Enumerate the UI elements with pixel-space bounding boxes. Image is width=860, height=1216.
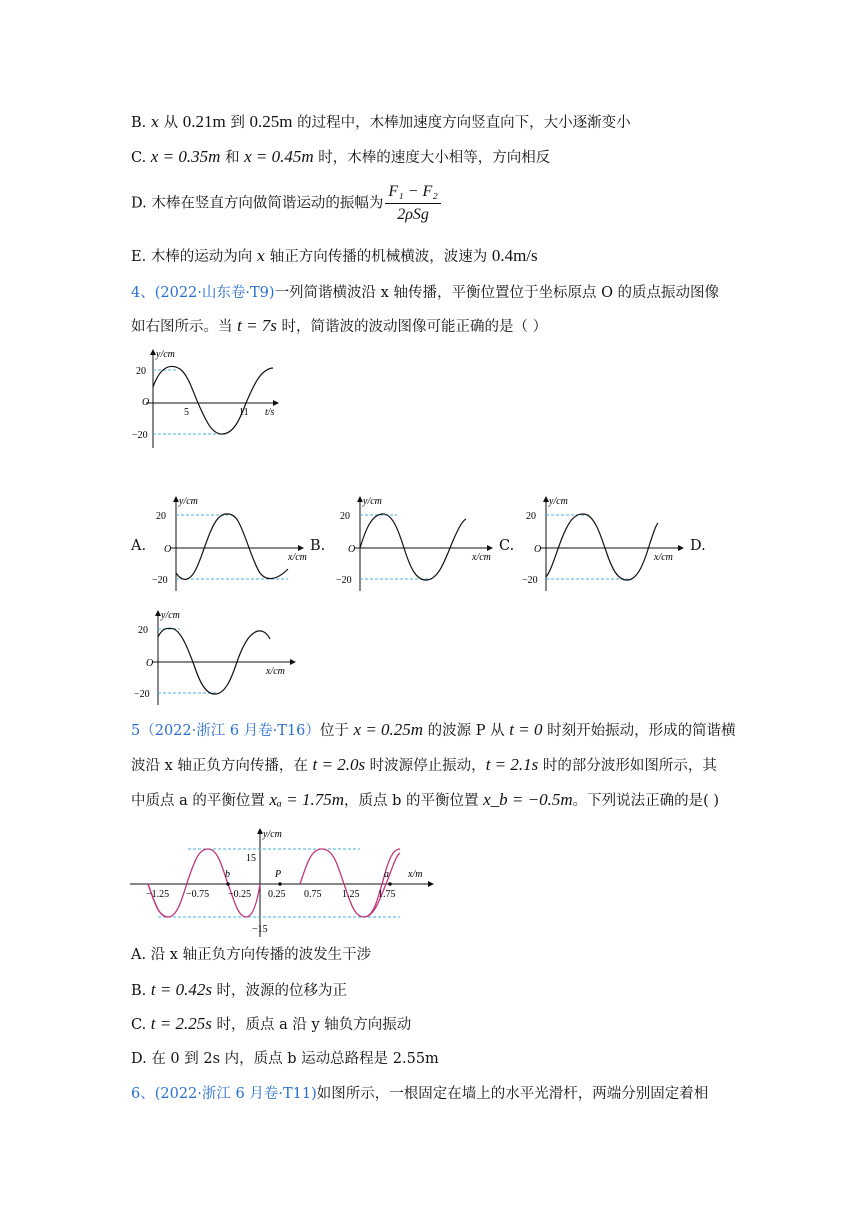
q4-graph-t2: 11 [239,407,249,418]
svg-text:0.75: 0.75 [304,889,322,900]
svg-text:−20: −20 [336,575,352,586]
svg-text:20: 20 [156,511,166,522]
q4-graph-ylabel: y/cm [156,349,175,360]
svg-text:−1.25: −1.25 [146,889,170,900]
q5-graph-ylabel: y/cm [263,829,282,840]
q4-option-a-graph [148,493,313,593]
svg-text:y/cm: y/cm [363,496,382,507]
q4-option-a-label: A. [131,538,147,554]
q3-option-d: D. 木棒在竖直方向做简谐运动的振幅为 $\frac{\text{F₁ − F₂}}{\text{2ρSg}}$ [131,182,441,225]
q5-option-d: D. 在 0 到 2s 内，质点 b 运动总路程是 2.55m [131,1051,439,1067]
q5-wave-graph [128,825,438,940]
q4-option-d-label: D. [690,538,706,554]
svg-text:−20: −20 [522,575,538,586]
q4-option-c-label: C. [499,538,515,554]
svg-text:−20: −20 [152,575,168,586]
svg-text:20: 20 [526,511,536,522]
q5-graph-point-b: b [225,869,230,880]
q3-option-b: B. x 从 0.21m 到 0.25m 的过程中，木棒加速度方向竖直向下，大小逐渐变小 [131,112,631,131]
q4-vibration-graph [128,345,288,450]
q4-option-b-graph [332,493,502,593]
svg-text:20: 20 [340,511,350,522]
q6-stem-line1: 6、(2022·浙江 6 月卷·T11)如图所示，一根固定在墙上的水平光滑杆，两端分别固定着相 [131,1086,709,1102]
svg-text:1.75: 1.75 [378,889,396,900]
svg-text:x/cm: x/cm [288,552,307,563]
svg-text:y/cm: y/cm [549,496,568,507]
q4-option-b-label: B. [310,538,326,554]
q5-source-tag: 5（2022·浙江 6 月卷·T16） [131,723,320,739]
q5-option-c: C. t = 2.25s 时，质点 a 沿 y 轴负方向振动 [131,1014,412,1033]
amplitude-fraction: $\frac{\text{F₁ − F₂}}{\text{2ρSg}}$ [385,182,440,225]
svg-text:O: O [146,658,154,669]
q6-source-tag: 6、(2022·浙江 6 月卷·T11) [131,1086,317,1102]
q4-graph-ypos: 20 [136,366,146,377]
q5-stem-line1: 5（2022·浙江 6 月卷·T16）位于 x = 0.25m 的波源 P 从 t = 0 时刻开始振动，形成的简谐横 [131,720,736,739]
svg-text:x/cm: x/cm [472,552,491,563]
q5-graph-yneg: −15 [252,924,268,935]
svg-text:y/cm: y/cm [161,610,180,621]
q3-option-e: E. 木棒的运动为向 x 轴正方向传播的机械横波，波速为 0.4m/s [131,246,538,265]
svg-text:O: O [534,544,542,555]
q4-graph-yneg: −20 [132,430,148,441]
q5-graph-ypos: 15 [246,853,256,864]
svg-text:y/cm: y/cm [179,496,198,507]
q5-stem-line2: 波沿 x 轴正负方向传播，在 t = 2.0s 时波源停止振动，t = 2.1s 时的部分波形如图所示，其 [131,755,717,774]
q5-graph-point-a: a [384,869,389,880]
q5-stem-line3: 中质点 a 的平衡位置 xₐ = 1.75m，质点 b 的平衡位置 x_b = −0.5m。下列说法正确的是( ) [131,790,720,809]
q5-option-b: B. t = 0.42s 时，波源的位移为正 [131,980,348,999]
svg-text:1.25: 1.25 [342,889,360,900]
q4-graph-origin: O [142,397,150,408]
q4-option-c-graph [518,493,688,593]
q5-option-a: A. 沿 x 轴正负方向传播的波发生干涉 [131,947,372,963]
svg-text:x/cm: x/cm [654,552,673,563]
q3-option-c: C. x = 0.35m 和 x = 0.45m 时，木棒的速度大小相等，方向相反 [131,147,551,166]
svg-text:x/cm: x/cm [266,666,285,677]
q5-graph-xlabel: x/m [408,869,423,880]
svg-text:O: O [348,544,356,555]
q4-graph-xlabel: t/s [265,407,275,418]
svg-text:20: 20 [138,625,148,636]
svg-text:−0.25: −0.25 [228,889,252,900]
svg-text:−20: −20 [134,689,150,700]
q4-stem-line2: 如右图所示。当 t = 7s 时，简谐波的波动图像可能正确的是（ ） [131,316,548,335]
q5-graph-point-p: P [275,869,282,880]
q4-graph-t1: 5 [184,407,189,418]
q4-source-tag: 4、(2022·山东卷·T9) [131,285,275,301]
svg-text:O: O [164,544,172,555]
q4-option-d-graph [130,607,300,707]
svg-text:−0.75: −0.75 [186,889,210,900]
q4-stem-line1: 4、(2022·山东卷·T9)一列简谐横波沿 x 轴传播，平衡位置位于坐标原点 O 的质点振动图像 [131,285,720,301]
svg-text:0.25: 0.25 [268,889,286,900]
